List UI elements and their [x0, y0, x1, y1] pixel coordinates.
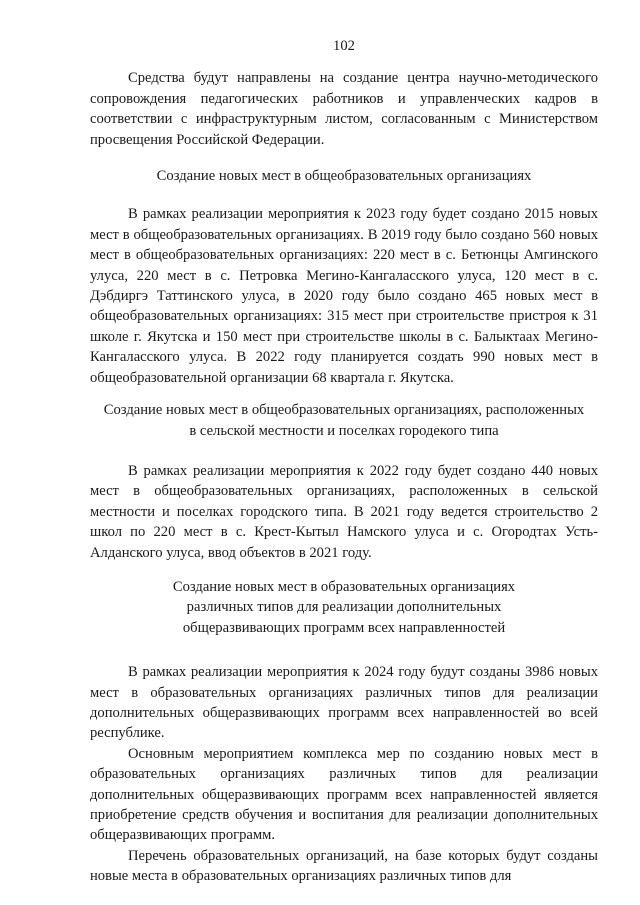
section-heading-additional-programs [90, 577, 598, 638]
section-heading-line: различных типов для реализации дополнительных [186, 599, 502, 616]
section-heading-general-education: Создание новых мест в общеобразовательных организациях [156, 168, 532, 185]
section-heading-line: Создание новых мест в общеобразовательных организациях, расположенных [103, 402, 585, 419]
section-heading-rural-schools [90, 400, 598, 441]
paragraph-new-places-rural: В рамках реализации мероприятия к 2022 году будет создано 440 новых мест в общеобразовательных организациях, расположенных в сельской местности и поселках городского типа. В 2021 году ведется строительство 2 школ по 220 мест в с. Крест-Кытыл Намского улуса и с. Огородтах Усть-Алданского улуса, ввод объектов в 2021 году. [90, 462, 598, 561]
document-page [90, 36, 598, 887]
section-heading-line: в сельской местности и поселках городекого типа [189, 422, 499, 439]
paragraph-new-places-additional: В рамках реализации мероприятия к 2024 году будут созданы 3986 новых мест в образовательных организациях различных типов для реализации дополнительных общеразвивающих программ всех направленностей во всей республике. [90, 664, 598, 742]
paragraph-funds-purpose: Средства будут направлены на создание центра научно-методического сопровождения педагогических работников и управленческих кадров в соответствии с инфраструктурным листом, согласованным с Министерством просвещения Российской Федерации. [90, 70, 598, 148]
paragraph-new-places-general: В рамках реализации мероприятия к 2023 году будет создано 2015 новых мест в общеобразовательных организациях. В 2019 году было создано 560 новых мест в общеобразовательных организациях: 220 мест в с. Бетюнцы Амгинского улуса, 220 мест в с. Петровка Мегино-Кангаласского улуса, 120 мест в с. Дэбдиргэ Таттинского улуса, в 2020 году было создано 465 новых мест в общеобразовательных организациях: 315 мест при строительстве пристроя к 31 школе г. Якутска и 150 мест при строительстве школы в с. Балыктаах Мегино-Кангаласского улуса. В 2022 году планируется создать 990 новых мест в общеобразовательной организации 68 квартала г. Якутска. [90, 206, 598, 386]
section-heading-line: Создание новых мест в образовательных организациях [172, 578, 516, 595]
paragraph-organizations-list: Перечень образовательных организаций, на базе которых будут созданы новые места в образовательных организациях различных типов для [90, 847, 598, 885]
paragraph-main-measure: Основным мероприятием комплекса мер по созданию новых мест в образовательных организациях различных типов для реализации дополнительных общеразвивающих программ всех направленностей является приобретение средств обучения и воспитания для реализации дополнительных общеразвивающих программ. [90, 745, 598, 844]
page-number: 102 [333, 38, 355, 54]
section-heading-line: общеразвивающих программ всех направленностей [182, 619, 506, 636]
